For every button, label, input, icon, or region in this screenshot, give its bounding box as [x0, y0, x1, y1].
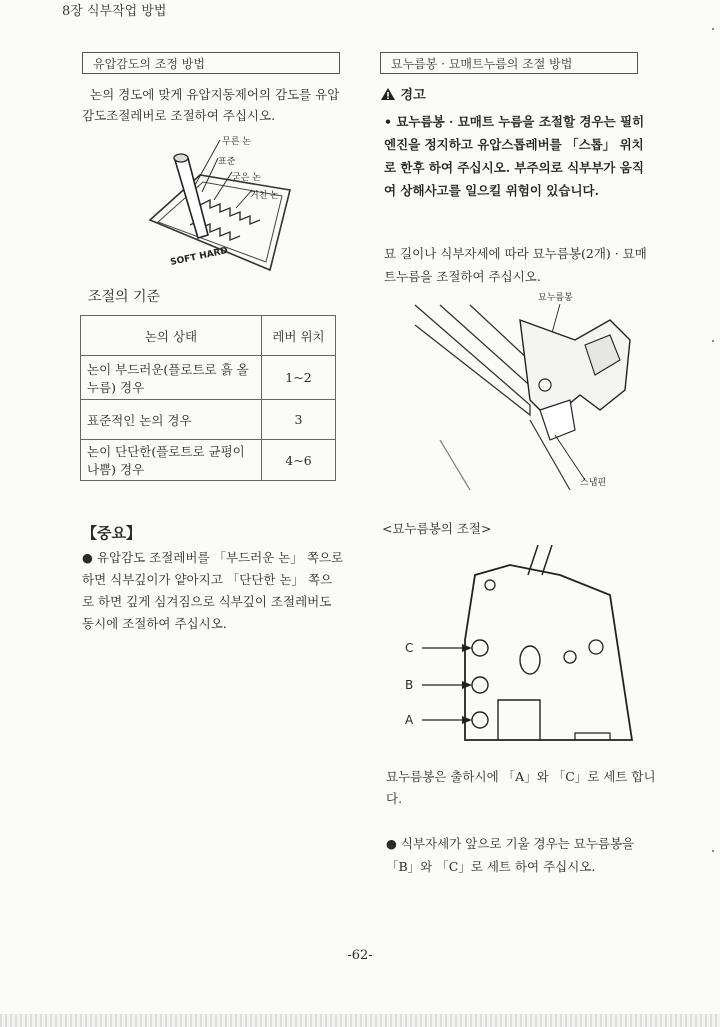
table-cell-position: 1~2: [262, 356, 336, 400]
lever-label-standard: 표준: [218, 157, 236, 167]
bullet-text: ● 식부자세가 앞으로 기울 경우는 묘누름봉을 「B」와 「C」로 세트 하여 주십시오.: [386, 836, 635, 874]
lever-label-rough: 거친 논: [250, 191, 279, 201]
page-number: -62-: [347, 948, 373, 963]
right-section-title: 묘누름봉 · 묘매트누름의 조절 방법: [380, 52, 638, 74]
position-label-a: A: [405, 713, 414, 727]
warning-heading: [380, 84, 426, 103]
bullet-icon: ●: [386, 836, 401, 851]
scan-mark: [712, 340, 714, 342]
table-row: [81, 440, 336, 481]
table-cell-condition: 표준적인 논의 경우: [81, 400, 262, 440]
warning-title: 경고: [400, 88, 426, 103]
table-cell-condition: 논이 부드러운(플로트로 흙 올누름) 경우: [81, 356, 262, 400]
rod-figure: [410, 300, 640, 495]
fig-label-pin: 스냅핀: [580, 478, 607, 488]
table-row: [81, 356, 336, 400]
warning-text: • 묘누름봉 · 묘매트 누름을 조절할 경우는 필히 엔진을 정지하고 유압스톱레버를 「스톱」 위치로 한후 하여 주십시오. 부주의로 식부부가 움직여 상해사고를 일으킬 위험이 있습니다.: [384, 114, 645, 198]
important-title: 【중요】: [82, 524, 141, 542]
fig-caption: <묘누름봉의 조절>: [382, 521, 492, 536]
table-cell-position: 3: [262, 400, 336, 440]
lever-label-firm: 굳은 논: [232, 173, 261, 183]
left-intro: 논의 경도에 맞게 유압지동제어의 감도를 유압감도조절레버로 조절하여 주십시오.: [82, 87, 340, 123]
rod-position-figure: [400, 545, 650, 755]
table-cell-position: 4~6: [262, 440, 336, 481]
scan-edge: [0, 1014, 720, 1027]
position-label-c: C: [405, 641, 414, 655]
shipping-text: 묘누름봉은 출하시에 「A」와 「C」로 세트 합니다.: [386, 769, 656, 806]
criteria-title: 조절의 기준: [88, 289, 161, 305]
fig-label-rod: 묘누름봉: [538, 293, 573, 303]
left-section-title: 유압감도의 조정 방법: [82, 52, 340, 74]
lever-figure: [140, 130, 310, 280]
table-header-position: 레버 위치: [262, 316, 336, 356]
criteria-table: [80, 315, 336, 481]
table-row: [81, 400, 336, 440]
table-header-condition: 논의 상태: [81, 316, 262, 356]
chapter-header: 8장 식부작업 방법: [62, 4, 167, 19]
position-label-b: B: [405, 678, 414, 692]
bullet-icon: •: [384, 114, 397, 129]
table-cell-condition: 논이 단단한(플로트로 균평이 나쁨) 경우: [81, 440, 262, 481]
right-para: 묘 길이나 식부자세에 따라 묘누름봉(2개) · 묘매트누름을 조절하여 주십시오.: [384, 246, 647, 284]
scan-mark: [712, 850, 714, 852]
lever-plate-text: SOFT HARD: [169, 246, 229, 268]
important-text: ● 유압감도 조절레버를 「부드러운 논」 쪽으로 하면 식부깊이가 얕아지고 「단단한 논」 쪽으로 하면 깊게 심겨짐으로 식부깊이 조절레버도 동시에 조절하여 주십시오.: [82, 550, 344, 631]
scan-mark: [712, 28, 714, 30]
warning-triangle-icon: [380, 87, 396, 101]
lever-label-soft: 무른 논: [222, 137, 251, 147]
bullet-icon: ●: [82, 550, 97, 565]
